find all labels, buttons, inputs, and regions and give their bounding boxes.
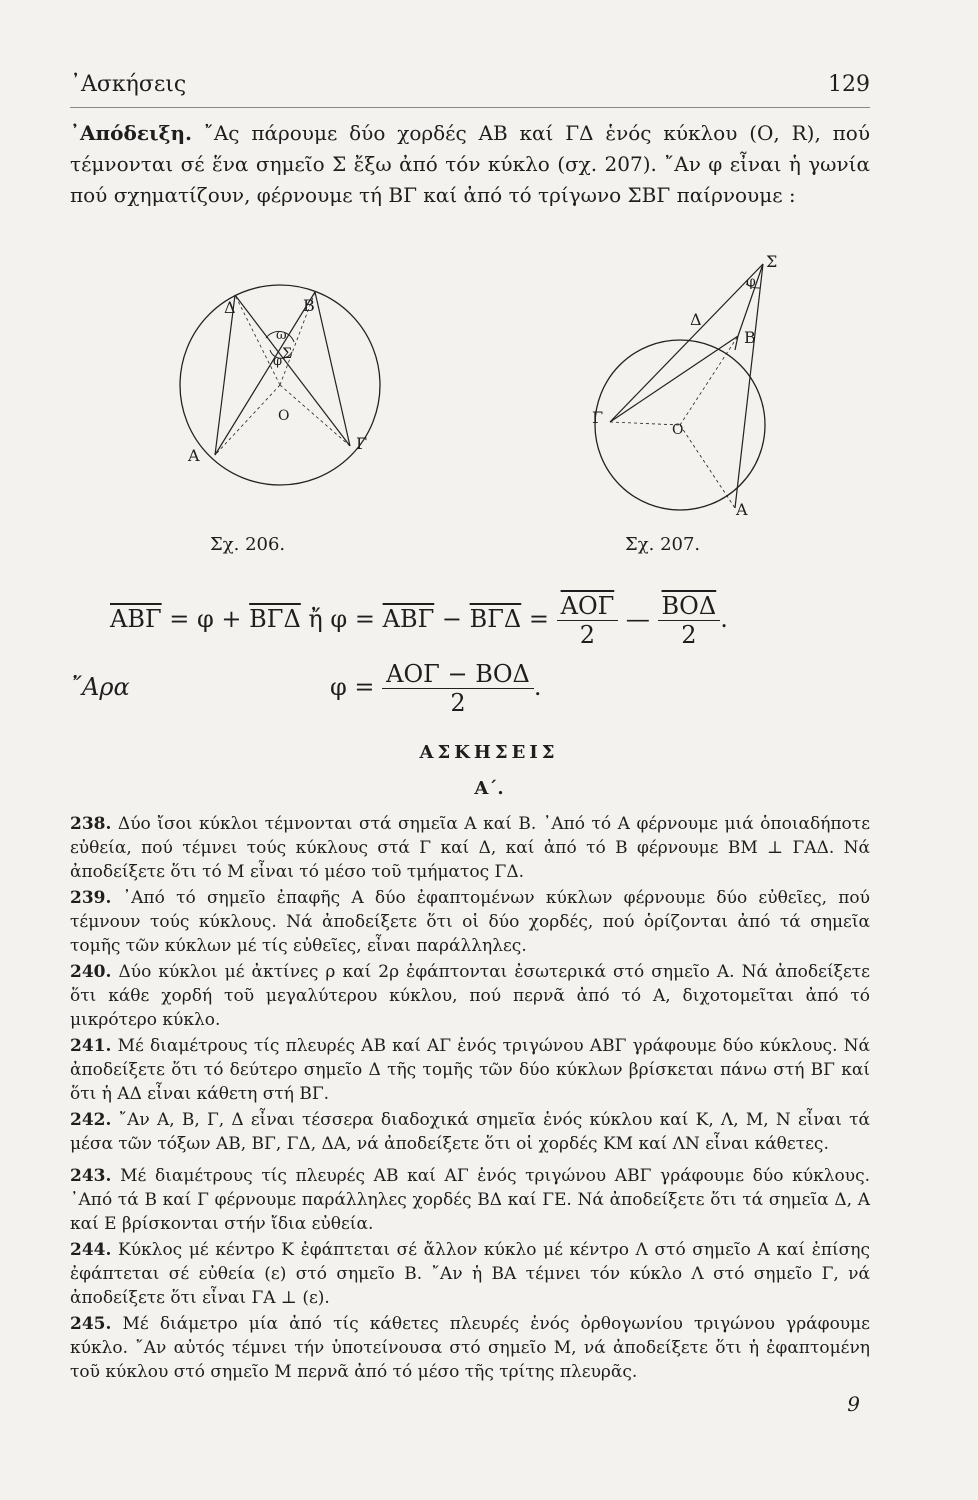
figure-206-207 (160, 250, 800, 570)
exercise-number: 239. (70, 888, 112, 908)
proof-text: ῎Ας πάρουμε δύο χορδές ΑΒ καί ΓΔ ἑνός κύκλου (Ο, R), πού τέμνονται σέ ἕνα σημεῖο Σ ἔξω ἀπό τόν κύκλο (σχ. 207). ῎Αν φ εἶναι ἡ γωνία πού σχηματίζουν, φέρνουμε τή ΒΓ καί ἀπό τό τρίγωνο ΣΒΓ παίρνουμε : (70, 121, 870, 207)
exercise-239 (70, 886, 870, 958)
eq1-fraction-1 (557, 592, 619, 649)
section-subtitle: Α΄. (474, 778, 504, 799)
exercise-243 (70, 1164, 870, 1236)
eq1-angle-abg: $\overline{AB\Gamma}$ (110, 605, 162, 633)
exercise-245 (70, 1312, 870, 1384)
proof-paragraph (70, 118, 870, 211)
page-number: 129 (828, 72, 870, 97)
exercise-text: Μέ διαμέτρους τίς πλευρές ΑΒ καί ΑΓ ἑνός τριγώνου ΑΒΓ γράφουμε δύο κύκλους. Νά ἀποδείξετε ὅτι τό δεύτερο σημεῖο Δ τῆς τομῆς τῶν δύο κύκλων βρίσκεται πάνω στή ΒΓ καί ὅτι ἡ ΑΔ εἶναι κάθετη στή ΒΓ. (70, 1036, 870, 1104)
exercise-text: Μέ διαμέτρους τίς πλευρές ΑΒ καί ΑΓ ἑνός τριγώνου ΑΒΓ γράφουμε δύο κύκλους. ᾿Από τά Β καί Γ φέρνουμε παράλληλες χορδές ΒΔ καί ΓΕ. Νά ἀποδείξετε ὅτι τά σημεῖα Δ, Α καί Ε βρίσκονται στήν ἴδια εὐθεία. (70, 1166, 870, 1234)
eq1-minus: − (434, 605, 470, 633)
exercise-text: Δύο ἴσοι κύκλοι τέμνονται στά σημεῖα Α καί Β. ᾿Από τό Α φέρνουμε μιά ὁποιαδήποτε εὐθεία, πού τέμνει τούς κύκλους στά Γ καί Δ, καί ἀπό τό Β φέρνουμε ΒΜ ⊥ ΓΑΔ. Νά ἀποδείξετε ὅτι τό Μ εἶναι τό μέσο τοῦ τμήματος ΓΔ. (70, 814, 870, 882)
eq1-fraction-2 (658, 592, 721, 649)
fig206-label-omega: ω (276, 328, 287, 343)
eq1-frac2-num: $\overline{BO\Delta}$ (658, 592, 721, 621)
exercise-number: 242. (70, 1110, 112, 1130)
fig207-label-S: Σ (766, 252, 778, 271)
eq2-ara: ῎Αρα (70, 673, 130, 701)
header-rule (70, 107, 870, 108)
eq2-den: 2 (450, 689, 466, 717)
exercise-241 (70, 1034, 870, 1106)
exercise-number: 245. (70, 1314, 112, 1334)
exercise-text: Κύκλος μέ κέντρο Κ ἐφάπτεται σέ ἄλλον κύκλο μέ κέντρο Λ στό σημεῖο Α καί ἐπίσης ἐφάπτεται σέ εὐθεία (ε) στό σημεῖο Β. ῎Αν ἡ ΒΑ τέμνει τόν κύκλο Λ στό σημεῖο Γ, νά ἀποδείξετε ὅτι εἶναι ΓΑ ⊥ (ε). (70, 1240, 870, 1308)
exercise-text: ᾿Από τό σημεῖο ἐπαφῆς Α δύο ἐφαπτομένων κύκλων φέρνουμε δύο εὐθεῖες, πού τέμνουν τούς κύκλους. Νά ἀποδείξετε ὅτι οἱ δύο χορδές, πού ὁρίζονται ἀπό τά σημεῖα τομῆς τῶν κύκλων μέ τίς εὐθεῖες, εἶναι παράλληλες. (70, 888, 870, 956)
fig206-label-B: Β (303, 296, 315, 315)
exercise-text: Μέ διάμετρο μία ἀπό τίς κάθετες πλευρές ἑνός ὀρθογωνίου τριγώνου γράφουμε κύκλο. ῎Αν αὐτός τέμνει τήν ὑποτείνουσα στό σημεῖο Μ, νά ἀποδείξετε ὅτι ἡ ἐφαπτομένη τοῦ κύκλου στό σημεῖο Μ περνᾶ ἀπό τό μέσο τῆς τρίτης πλευρᾶς. (70, 1314, 870, 1382)
fig207-label-B: Β (744, 328, 756, 347)
fig206-label-G: Γ (356, 434, 368, 453)
exercise-text: Δύο κύκλοι μέ ἀκτίνες ρ καί 2ρ ἐφάπτονται ἐσωτερικά στό σημεῖο Α. Νά ἀποδείξετε ὅτι κάθε χορδή τοῦ μεγαλύτερου κύκλου, πού περνᾶ ἀπό τό Α, διχοτομεῖται ἀπό τό μικρότερο κύκλο. (70, 962, 870, 1030)
equation-1: $\overline{AB\Gamma} = \varphi + \overline{B\Gamma\Delta}$ ἤ $\varphi = \overline{AB\Gamma} - \overline{B\Gamma\Delta}$ = $\overline{AO\Gamma}$ 2 — $\overline{BO\Delta}$ 2 . (110, 592, 728, 649)
exercise-240 (70, 960, 870, 1032)
exercise-number: 244. (70, 1240, 112, 1260)
exercise-text: ῎Αν Α, Β, Γ, Δ εἶναι τέσσερα διαδοχικά σημεῖα ἑνός κύκλου καί Κ, Λ, Μ, Ν εἶναι τά μέσα τῶν τόξων ΑΒ, ΒΓ, ΓΔ, ΔΑ, νά ἀποδείξετε ὅτι οἱ χορδές ΚΜ καί ΛΝ εἶναι κάθετες. (70, 1110, 870, 1154)
eq1-angle-abg-2: $\overline{AB\Gamma}$ (382, 605, 435, 633)
fig206-label-S: Σ (282, 346, 292, 362)
fig206-label-phi: φ (273, 354, 283, 369)
eq2-lhs: φ = (330, 673, 383, 701)
exercise-number: 238. (70, 814, 112, 834)
exercise-238 (70, 812, 870, 884)
exercise-244 (70, 1238, 870, 1310)
signature-number: 9 (847, 1392, 860, 1416)
fig207-label-phi: φ (746, 274, 756, 290)
fig206-label-A: Α (188, 446, 200, 465)
running-header (70, 72, 870, 104)
fig207-label-O: Ο (672, 422, 684, 438)
exercise-number: 241. (70, 1036, 112, 1056)
section-title: ΑΣΚΗΣΕΙΣ (419, 742, 559, 763)
eq1-frac1-den: 2 (579, 621, 596, 649)
exercise-number: 240. (70, 962, 112, 982)
fig207-label-G: Γ (592, 408, 604, 427)
fig206-label-O: Ο (278, 408, 290, 424)
fig207-caption: Σχ. 207. (625, 534, 701, 555)
eq1-equals: = (521, 605, 557, 633)
eq2-num: ΑΟΓ − ΒΟΔ (382, 660, 534, 689)
proof-lead: ᾿Απόδειξη. (70, 121, 193, 145)
header-title: ᾿Ασκήσεις (70, 72, 187, 97)
figures (160, 250, 800, 570)
exercise-242 (70, 1108, 870, 1156)
eq1-frac-minus: — (618, 605, 658, 633)
fig206-caption: Σχ. 206. (210, 534, 286, 555)
eq1-plus: = φ + (161, 605, 250, 633)
fig206-label-D: Δ (224, 298, 236, 317)
eq1-angle-bgd-2: $\overline{B\Gamma\Delta}$ (469, 605, 522, 633)
eq1-or: ἤ φ = (300, 605, 383, 633)
eq1-angle-bgd: $\overline{B\Gamma\Delta}$ (249, 605, 301, 633)
exercise-number: 243. (70, 1166, 112, 1186)
fig207-label-A: Α (736, 500, 748, 519)
fig207-label-D: Δ (690, 310, 702, 329)
eq1-frac2-den: 2 (681, 621, 697, 649)
eq1-frac1-num: $\overline{AO\Gamma}$ (557, 592, 619, 621)
eq2-fraction (382, 660, 534, 717)
equation-2: ῎Αρα φ = ΑΟΓ − ΒΟΔ 2 . (70, 660, 542, 717)
